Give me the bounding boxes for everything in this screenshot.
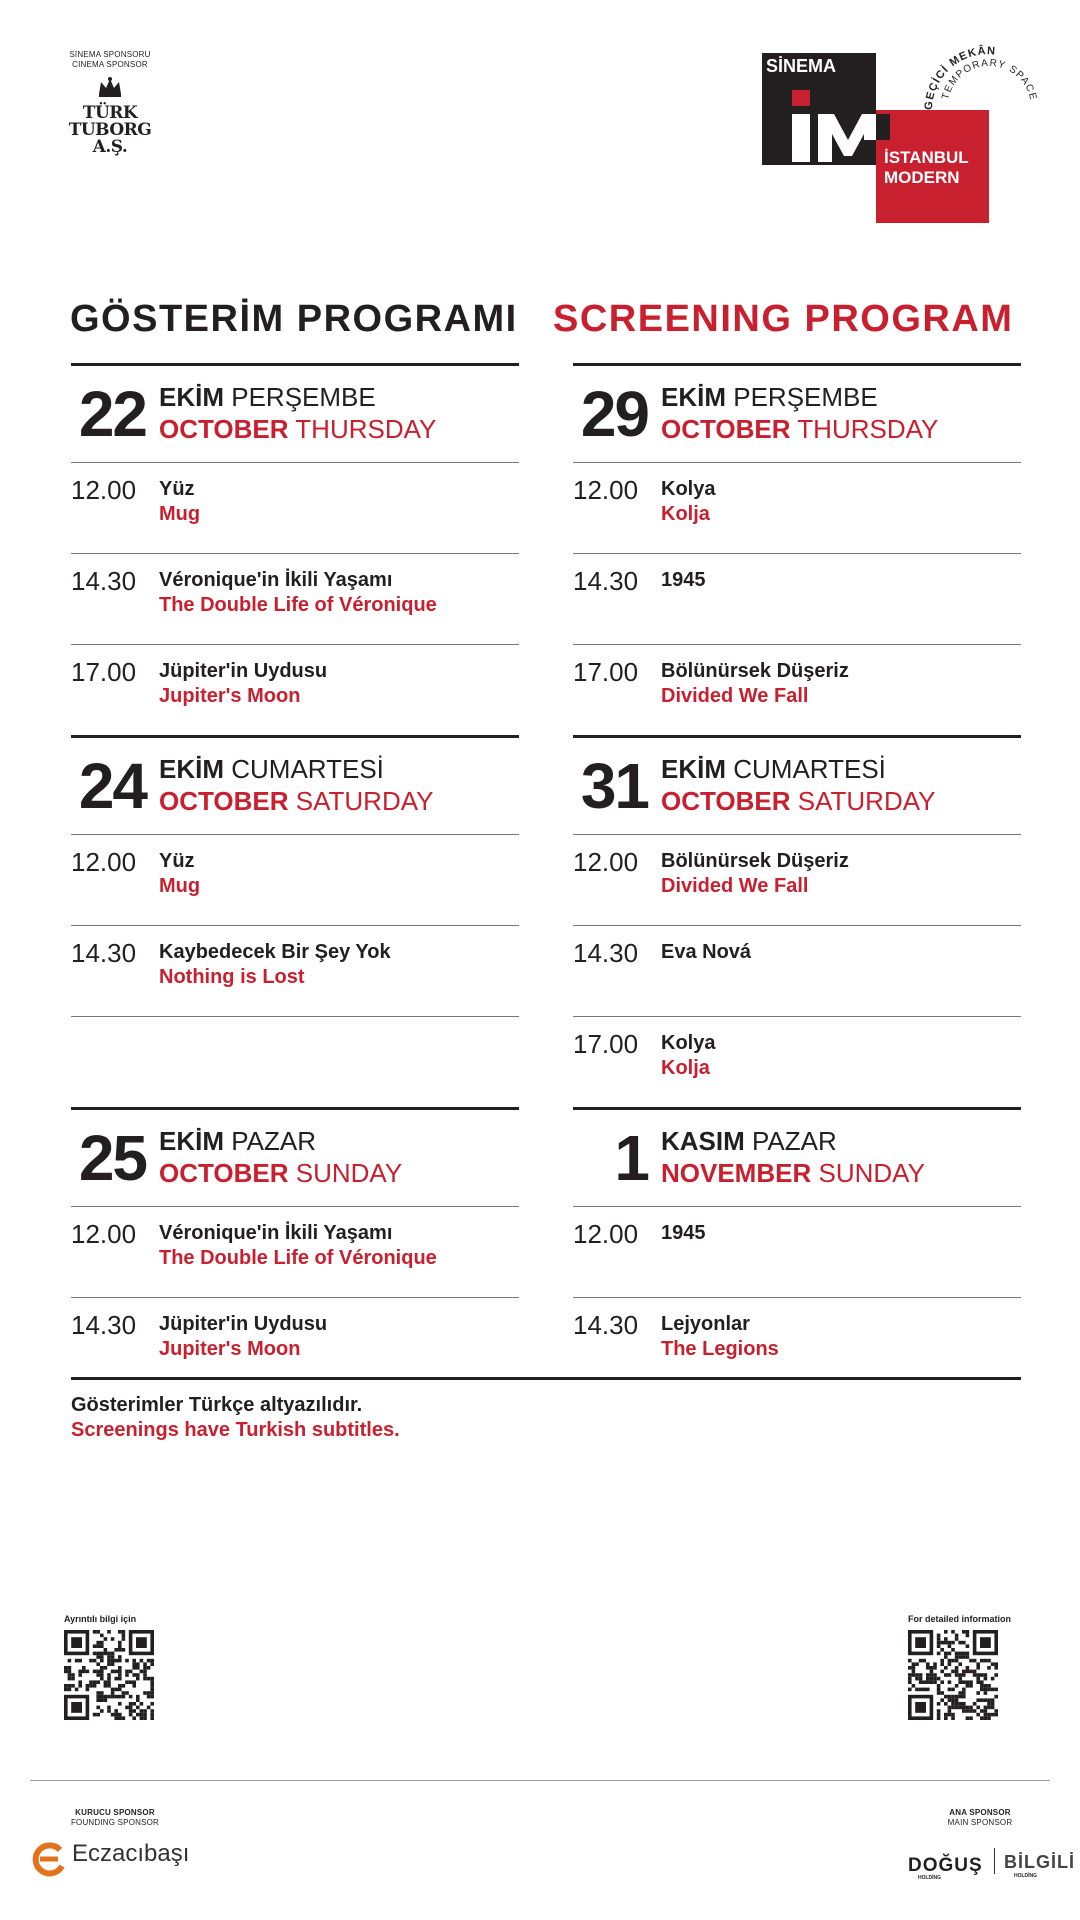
month-tr: EKİM bbox=[159, 382, 224, 412]
show-time: 14.30 bbox=[573, 1310, 639, 1340]
title-tr: Yüz bbox=[159, 850, 195, 872]
month-en: OCTOBER bbox=[159, 1158, 289, 1188]
title-en: Kolja bbox=[661, 503, 710, 525]
bottom-rule bbox=[71, 1377, 1021, 1380]
subtitle-note-tr: Gösterimler Türkçe altyazılıdır. bbox=[71, 1394, 363, 1416]
show-time: 14.30 bbox=[71, 938, 137, 968]
title-en: The Legions bbox=[661, 1338, 779, 1360]
dogus-sub: HOLDİNG bbox=[918, 1875, 942, 1881]
screening-row bbox=[71, 462, 519, 553]
title-en: Kolja bbox=[661, 1057, 710, 1079]
bilgili-logo: BİLGİLİ bbox=[1004, 1852, 1075, 1872]
show-time: 12.00 bbox=[573, 847, 639, 877]
title-tr: Lejyonlar bbox=[661, 1313, 750, 1335]
title-tr: Véronique'in İkili Yaşamı bbox=[159, 1222, 393, 1244]
month-tr: EKİM bbox=[159, 754, 224, 784]
ring-text-en: TEMPORARY SPACE bbox=[940, 57, 1039, 103]
screening-row bbox=[573, 1016, 1021, 1107]
temporary-space-ring bbox=[920, 40, 1040, 180]
cinema-sponsor bbox=[55, 50, 165, 156]
show-time: 12.00 bbox=[573, 475, 639, 505]
title-tr: Kaybedecek Bir Şey Yok bbox=[159, 941, 391, 963]
day-header bbox=[71, 363, 519, 462]
screening-row bbox=[573, 553, 1021, 644]
title-tr: Eva Nová bbox=[661, 941, 752, 963]
eczacibasi-name: Eczacıbaşı bbox=[72, 1840, 190, 1867]
weekday-en: SATURDAY bbox=[797, 786, 936, 816]
month-tr: EKİM bbox=[661, 382, 726, 412]
weekday-en: THURSDAY bbox=[797, 414, 939, 444]
month-en: OCTOBER bbox=[661, 786, 791, 816]
weekday-tr: CUMARTESİ bbox=[733, 754, 886, 784]
empty-row bbox=[71, 1016, 519, 1107]
main-label-en: MAIN SPONSOR bbox=[947, 1818, 1013, 1827]
weekday-tr: PERŞEMBE bbox=[733, 382, 878, 412]
crown-icon bbox=[97, 76, 123, 98]
qr-right-label: For detailed information bbox=[908, 1614, 1012, 1624]
weekday-tr: PAZAR bbox=[752, 1126, 837, 1156]
screening-row bbox=[573, 1297, 1021, 1388]
title-tr: Jüpiter'in Uydusu bbox=[159, 660, 328, 682]
qr-code-icon[interactable] bbox=[64, 1630, 154, 1720]
title-tr: Véronique'in İkili Yaşamı bbox=[159, 569, 393, 591]
screening-row bbox=[71, 834, 519, 925]
show-time: 14.30 bbox=[573, 566, 639, 596]
screening-row bbox=[71, 1297, 519, 1388]
screening-row bbox=[71, 553, 519, 644]
logo-modern: MODERN bbox=[884, 168, 960, 187]
show-time: 14.30 bbox=[71, 566, 137, 596]
title-en: Divided We Fall bbox=[661, 875, 809, 897]
heading-tr: GÖSTERİM PROGRAMI bbox=[70, 298, 518, 340]
day-number: 29 bbox=[580, 378, 648, 450]
screening-row bbox=[71, 644, 519, 735]
month-tr: EKİM bbox=[661, 754, 726, 784]
day-number: 22 bbox=[78, 378, 146, 450]
right-column bbox=[573, 363, 1021, 1388]
qr-code-icon[interactable] bbox=[908, 1630, 998, 1720]
screening-row bbox=[71, 925, 519, 1016]
weekday-tr: PAZAR bbox=[231, 1126, 316, 1156]
logo-istanbul: İSTANBUL bbox=[884, 148, 969, 167]
title-tr: Kolya bbox=[661, 1032, 716, 1054]
show-time: 12.00 bbox=[573, 1219, 639, 1249]
day-header bbox=[71, 735, 519, 834]
footer-rule bbox=[30, 1780, 1050, 1781]
show-time: 17.00 bbox=[573, 657, 639, 687]
title-en: Mug bbox=[159, 875, 201, 897]
title-tr: Kolya bbox=[661, 478, 716, 500]
heading-en: SCREENING PROGRAM bbox=[553, 298, 1014, 340]
day-header bbox=[573, 735, 1021, 834]
tuborg-line1: TÜRK bbox=[82, 103, 138, 123]
show-time: 12.00 bbox=[71, 847, 137, 877]
weekday-en: SUNDAY bbox=[818, 1158, 925, 1188]
title-tr: 1945 bbox=[661, 569, 706, 591]
title-tr: 1945 bbox=[661, 1222, 706, 1244]
show-time: 17.00 bbox=[573, 1029, 639, 1059]
title-tr: Yüz bbox=[159, 478, 195, 500]
cinema-sponsor-label-tr: SİNEMA SPONSORU bbox=[69, 50, 151, 59]
day-number: 1 bbox=[614, 1122, 648, 1194]
title-tr: Bölünürsek Düşeriz bbox=[661, 850, 849, 872]
month-en: NOVEMBER bbox=[661, 1158, 812, 1188]
day-header bbox=[573, 363, 1021, 462]
screening-row bbox=[573, 834, 1021, 925]
title-en: Jupiter's Moon bbox=[159, 685, 301, 707]
screening-row bbox=[71, 1206, 519, 1297]
title-en: Mug bbox=[159, 503, 201, 525]
screening-row bbox=[573, 925, 1021, 1016]
weekday-en: SUNDAY bbox=[295, 1158, 403, 1188]
title-en: The Double Life of Véronique bbox=[159, 594, 437, 616]
title-tr: Jüpiter'in Uydusu bbox=[159, 1313, 328, 1335]
eczacibasi-logo-icon bbox=[32, 1840, 66, 1878]
sponsor-separator bbox=[994, 1848, 995, 1874]
bilgili-sub: HOLDİNG bbox=[1014, 1873, 1038, 1879]
qr-left-label: Ayrıntılı bilgi için bbox=[64, 1614, 137, 1624]
founding-label-tr: KURUCU SPONSOR bbox=[75, 1808, 155, 1817]
day-number: 25 bbox=[78, 1122, 146, 1194]
month-tr: KASIM bbox=[661, 1126, 745, 1156]
ring-text-tr: GEÇİCİ MEKÂN bbox=[922, 44, 997, 111]
month-tr: EKİM bbox=[159, 1126, 224, 1156]
month-en: OCTOBER bbox=[159, 786, 289, 816]
day-number: 31 bbox=[580, 750, 648, 822]
title-en: Nothing is Lost bbox=[159, 966, 305, 988]
title-en: Divided We Fall bbox=[661, 685, 809, 707]
day-number: 24 bbox=[78, 750, 146, 822]
title-en: The Double Life of Véronique bbox=[159, 1247, 437, 1269]
subtitle-note-en: Screenings have Turkish subtitles. bbox=[71, 1419, 400, 1441]
show-time: 14.30 bbox=[573, 938, 639, 968]
tuborg-line2: TUBORG A.Ş. bbox=[68, 120, 152, 157]
weekday-en: SATURDAY bbox=[295, 786, 434, 816]
title-tr: Bölünürsek Düşeriz bbox=[661, 660, 849, 682]
dogus-logo: DOĞUŞ bbox=[908, 1855, 983, 1876]
main-sponsor-label bbox=[920, 1808, 1040, 1828]
weekday-en: THURSDAY bbox=[295, 414, 437, 444]
main-label-tr: ANA SPONSOR bbox=[949, 1808, 1011, 1817]
cinema-sponsor-label-en: CINEMA SPONSOR bbox=[72, 60, 148, 69]
month-en: OCTOBER bbox=[661, 414, 791, 444]
show-time: 14.30 bbox=[71, 1310, 137, 1340]
screening-row bbox=[573, 1206, 1021, 1297]
weekday-tr: CUMARTESİ bbox=[231, 754, 384, 784]
title-en: Jupiter's Moon bbox=[159, 1338, 301, 1360]
day-header bbox=[71, 1107, 519, 1206]
screening-row bbox=[573, 644, 1021, 735]
founding-label-en: FOUNDING SPONSOR bbox=[70, 1818, 160, 1827]
day-header bbox=[573, 1107, 1021, 1206]
show-time: 12.00 bbox=[71, 475, 137, 505]
logo-sinema-text: SİNEMA bbox=[766, 56, 837, 76]
screening-row bbox=[573, 462, 1021, 553]
left-column bbox=[71, 363, 519, 1388]
show-time: 12.00 bbox=[71, 1219, 137, 1249]
month-en: OCTOBER bbox=[159, 414, 289, 444]
show-time: 17.00 bbox=[71, 657, 137, 687]
founding-sponsor-label bbox=[60, 1808, 170, 1828]
weekday-tr: PERŞEMBE bbox=[231, 382, 376, 412]
